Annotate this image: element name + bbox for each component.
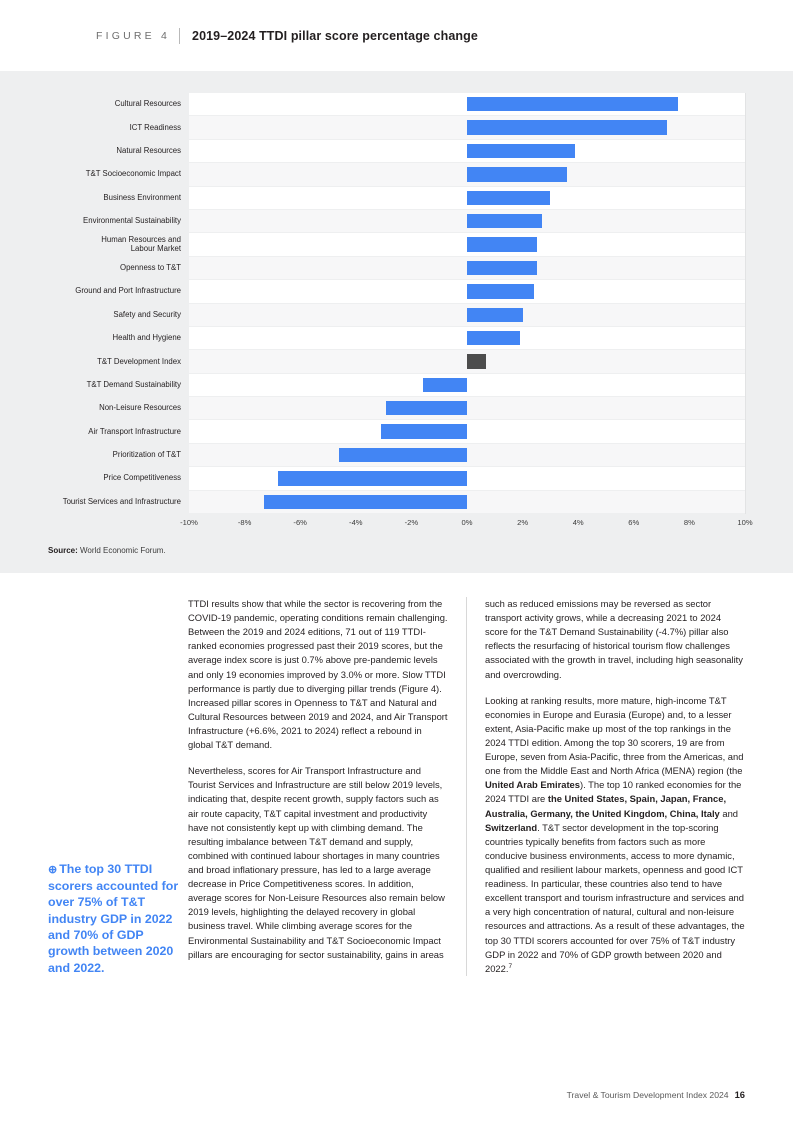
chart-row — [48, 374, 745, 397]
chart-row — [48, 210, 745, 233]
pullquote — [48, 861, 180, 976]
footnote-marker: 7 — [508, 962, 513, 970]
body-column-one — [188, 597, 466, 976]
source-text: World Economic Forum. — [77, 546, 166, 556]
chart-bar — [467, 331, 520, 345]
axis-tick-label: -6% — [293, 518, 307, 528]
chart-row-label: Cultural Resources — [48, 93, 189, 116]
chart-bar — [467, 308, 523, 322]
body-column-two — [485, 597, 745, 976]
column-divider — [466, 597, 467, 976]
axis-tick-label: -8% — [237, 518, 252, 528]
chart-bar — [467, 237, 537, 251]
chart-row — [48, 187, 745, 210]
axis-tick-label: 10% — [737, 518, 753, 528]
chart-bar — [339, 448, 467, 462]
body-emphasis: United Arab Emirates — [485, 779, 580, 791]
chart-bar — [467, 191, 550, 205]
body-columns — [0, 573, 793, 976]
chart-row-label: ICT Readiness — [48, 116, 189, 139]
axis-spacer — [48, 518, 189, 532]
chart-row-plot — [189, 116, 745, 139]
chart-row-label: Natural Resources — [48, 140, 189, 163]
chart-row-plot — [189, 140, 745, 163]
chart-area — [48, 93, 753, 532]
figure-label: FIGURE 4 — [96, 29, 171, 42]
body-emphasis: Switzerland — [485, 821, 538, 833]
chart-row-plot — [189, 397, 745, 420]
chart-row-plot — [189, 257, 745, 280]
chart-row — [48, 444, 745, 467]
chart-row-plot — [189, 163, 745, 186]
body-paragraph: TTDI results show that while the sector is recovering from the COVID-19 pandemic, operating conditions remain challenging. Between the 2019 and 2024 editions, 71 out of 119 TTDI-ranked economies progressed past their 2019 scores, but the average index score is just 0.7% above pre-pandemic levels and only 19 economies improved by 3.0% or more. Slow TTDI performance is partly due to diverging pillar trends (Figure 4). Increased pillar scores in Openness to T&T and Natural and Cultural Resources between 2019 and 2024, and Air Transport Infrastructure (+6.6%, 2021 to 2024) reflect a rebound in global T&T demand. — [188, 598, 448, 751]
chart-row — [48, 467, 745, 490]
chart-row-label: Human Resources and Labour Market — [48, 233, 189, 256]
chart-bar — [264, 495, 467, 509]
header-divider — [179, 28, 180, 44]
chart-row-label: Ground and Port Infrastructure — [48, 280, 189, 303]
chart-row — [48, 163, 745, 186]
body-text: and — [719, 807, 739, 819]
chart-row — [48, 140, 745, 163]
chart-row-label: Tourist Services and Infrastructure — [48, 491, 189, 514]
chart-row — [48, 280, 745, 303]
axis-tick-label: 8% — [683, 518, 695, 528]
gridline — [745, 93, 746, 514]
chart-row-label: Prioritization of T&T — [48, 444, 189, 467]
body-text: ). The top 10 ranked economies for the 2024 TTDI are — [485, 779, 742, 805]
chart-bar — [467, 97, 678, 111]
chart-row — [48, 327, 745, 350]
body-emphasis: the United States, Spain, Japan, France, Australia, Germany, the United Kingdom, China, Italy — [485, 793, 727, 819]
chart-row-plot — [189, 304, 745, 327]
chart-row-label: Environmental Sustainability — [48, 210, 189, 233]
footer-title: Travel & Tourism Development Index 2024 — [566, 1090, 729, 1100]
chart-row-plot — [189, 280, 745, 303]
axis-tick-label: 0% — [461, 518, 473, 528]
chart-bar — [423, 378, 467, 392]
pullquote-column — [48, 597, 188, 976]
chart-rows — [48, 93, 745, 514]
page-number: 16 — [734, 1089, 745, 1100]
chart-row-label: Openness to T&T — [48, 257, 189, 280]
chart-row — [48, 233, 745, 256]
chart-row — [48, 350, 745, 373]
axis-ticks — [180, 518, 753, 532]
chart-row-plot — [189, 350, 745, 373]
body-paragraph: such as reduced emissions may be reversed as sector transport activity grows, while a decreasing 2021 to 2024 score for the T&T Demand Sustainability (-4.7%) pillar also reflects the resurfacing of historical tourism flow challenges associated with the growth in travel, including high seasonality and overcrowding. — [485, 598, 743, 680]
chart-bar — [467, 284, 534, 298]
axis-tick-label: -4% — [349, 518, 363, 528]
body-paragraph — [485, 694, 745, 976]
axis-tick-label: 2% — [517, 518, 529, 528]
axis-tick-label: 6% — [628, 518, 640, 528]
chart-row — [48, 397, 745, 420]
pullquote-text: The top 30 TTDI scorers accounted for over 75% of T&T industry GDP in 2022 and 70% of GDP growth between 2020 and 2022. — [48, 862, 179, 975]
body-paragraph: Nevertheless, scores for Air Transport Infrastructure and Tourist Services and Infrastructure are still below 2019 levels, indicating that, despite recent growth, supply factors such as air route capacity, T&T capital investment and productivity have not consistently kept up with climbing demand. The resulting imbalance between T&T demand and supply, combined with continued labour shortages in many countries and broad inflationary pressure, has led to a large average decrease in Price Competitiveness scores. In addition, average scores for Non-Leisure Resources also remain below 2019 levels, highlighting the delayed recovery in global business travel. While climbing average scores for the Environmental Sustainability and T&T Socioeconomic Impact pillars are encouraging for sector sustainability, gains in areas — [188, 765, 445, 960]
axis-tick-label: 4% — [572, 518, 584, 528]
chart-row-label: T&T Socioeconomic Impact — [48, 163, 189, 186]
chart-row — [48, 93, 745, 116]
chart-bar — [467, 214, 542, 228]
chart-row-plot — [189, 467, 745, 490]
page-title: 2019–2024 TTDI pillar score percentage change — [192, 28, 478, 43]
chart-panel — [0, 71, 793, 573]
chart-row — [48, 257, 745, 280]
chart-row — [48, 304, 745, 327]
chart-bar — [467, 144, 575, 158]
chart-source — [48, 546, 745, 555]
chart-bar — [467, 261, 537, 275]
body-text: . T&T sector development in the top-scoring countries typically benefits from factors such as more conducive business environments, access to more dynamic, qualified and resilient labour markets, openness and good ICT readiness. In particular, these countries also tend to have excellent transport and tourism infrastructure and services and a very high concentration of natural, cultural and non-leisure resources and attractions. As a result of these advantages, the top 30 TTDI scorers accounted for over 75% of T&T industry GDP in 2022 and 70% of GDP growth between 2020 and 2022. — [485, 821, 745, 974]
chart-row-label: Health and Hygiene — [48, 327, 189, 350]
chart-row-label: T&T Development Index — [48, 350, 189, 373]
chart-row-plot — [189, 491, 745, 514]
chart-row — [48, 116, 745, 139]
axis-tick-label: -2% — [404, 518, 419, 528]
chart-bar — [467, 354, 486, 368]
chart-row-plot — [189, 233, 745, 256]
plus-circle-icon: ⊕ — [48, 864, 58, 877]
chart-bar — [381, 424, 467, 438]
chart-row-plot — [189, 420, 745, 443]
chart-row-plot — [189, 327, 745, 350]
chart-row-plot — [189, 93, 745, 116]
chart-bar — [278, 471, 467, 485]
chart-bar — [386, 401, 467, 415]
chart-row-label: T&T Demand Sustainability — [48, 374, 189, 397]
chart-row-label: Air Transport Infrastructure — [48, 420, 189, 443]
page-footer — [567, 1089, 745, 1100]
chart-row-label: Business Environment — [48, 187, 189, 210]
chart-bar — [467, 167, 567, 181]
chart-row-plot — [189, 444, 745, 467]
chart-row-label: Non-Leisure Resources — [48, 397, 189, 420]
body-text: Looking at ranking results, more mature, high-income T&T economies in Europe and Eurasia (Europe) and, to a lesser extent, Asia-Pacific make up most of the top rankings in the 2024 TTDI edition. Among the top 30 scorers, 19 are from Europe, seven from Asia-Pacific, three from the Americas, and one from the Middle East and North Africa (MENA) region (the — [485, 694, 744, 777]
chart-row-plot — [189, 187, 745, 210]
chart-row-plot — [189, 374, 745, 397]
source-prefix: Source: — [48, 546, 78, 556]
chart-row — [48, 420, 745, 443]
chart-row — [48, 491, 745, 514]
chart-bar — [467, 120, 667, 134]
chart-row-plot — [189, 210, 745, 233]
chart-row-label: Price Competitiveness — [48, 467, 189, 490]
chart-x-axis — [48, 518, 753, 532]
axis-tick-label: -10% — [180, 518, 198, 528]
chart-row-label: Safety and Security — [48, 304, 189, 327]
figure-header — [0, 0, 793, 71]
